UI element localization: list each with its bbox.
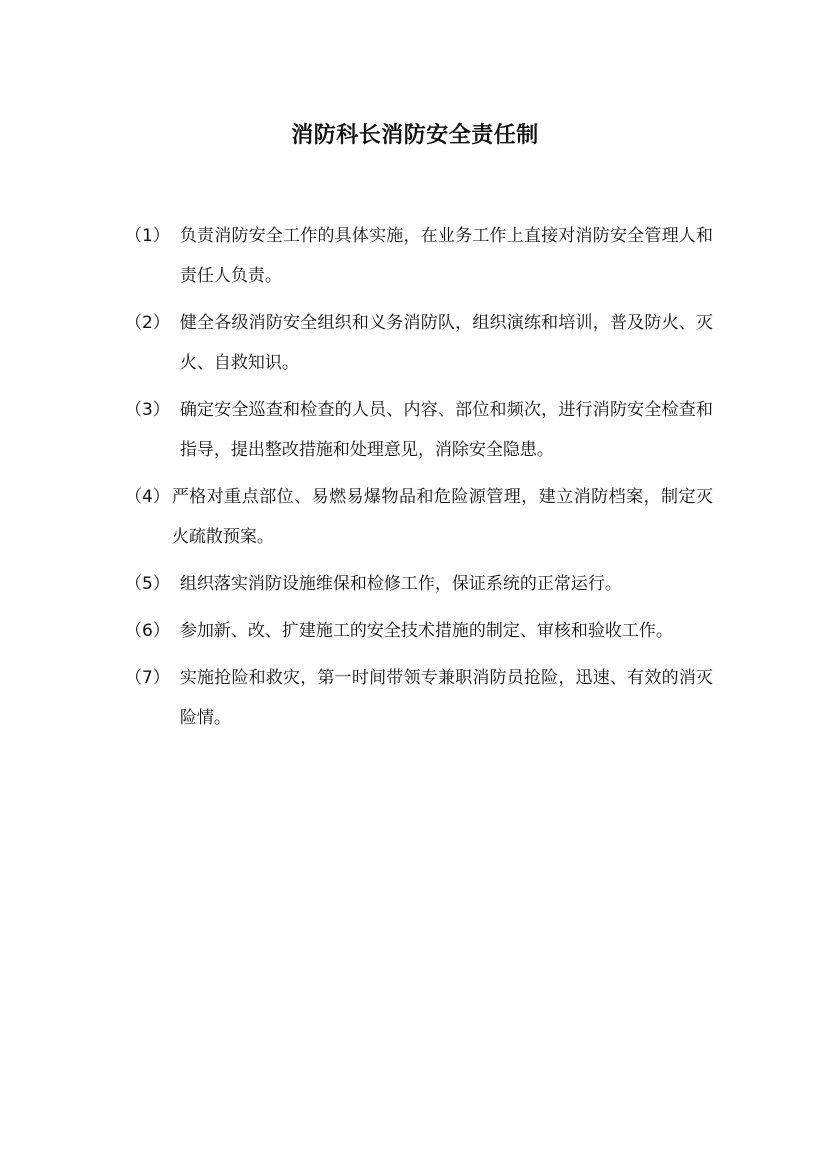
item-number: （5）	[125, 574, 170, 594]
list-item	[125, 390, 713, 470]
item-text: 参加新、改、扩建施工的安全技术措施的制定、审核和验收工作。	[179, 621, 673, 641]
item-number: （1）	[125, 226, 170, 246]
list-item	[125, 564, 713, 604]
list-item	[125, 477, 713, 557]
item-text: 组织落实消防设施维保和检修工作，保证系统的正常运行。	[179, 574, 622, 594]
item-text: 实施抢险和救灾，第一时间带领专兼职消防员抢险，迅速、有效的消灭险情。	[179, 668, 713, 728]
item-number: （2）	[125, 313, 170, 333]
item-number: （3）	[125, 400, 170, 420]
item-text: 健全各级消防安全组织和义务消防队，组织演练和培训，普及防火、灭火、自救知识。	[179, 313, 713, 373]
document-title: 消防科长消防安全责任制	[291, 123, 539, 148]
item-number: （4）	[125, 487, 170, 507]
responsibility-list	[125, 216, 713, 745]
list-item	[125, 303, 713, 383]
list-item	[125, 216, 713, 296]
item-text: 负责消防安全工作的具体实施，在业务工作上直接对消防安全管理人和责任人负责。	[179, 226, 713, 286]
item-number: （6）	[125, 621, 170, 641]
list-item	[125, 611, 713, 651]
item-text: 确定安全巡查和检查的人员、内容、部位和频次，进行消防安全检查和指导，提出整改措施和处理意见，消除安全隐患。	[179, 400, 713, 460]
list-item	[125, 658, 713, 738]
item-number: （7）	[125, 668, 170, 688]
item-text: 严格对重点部位、易燃易爆物品和危险源管理，建立消防档案，制定灭火疏散预案。	[171, 487, 713, 547]
